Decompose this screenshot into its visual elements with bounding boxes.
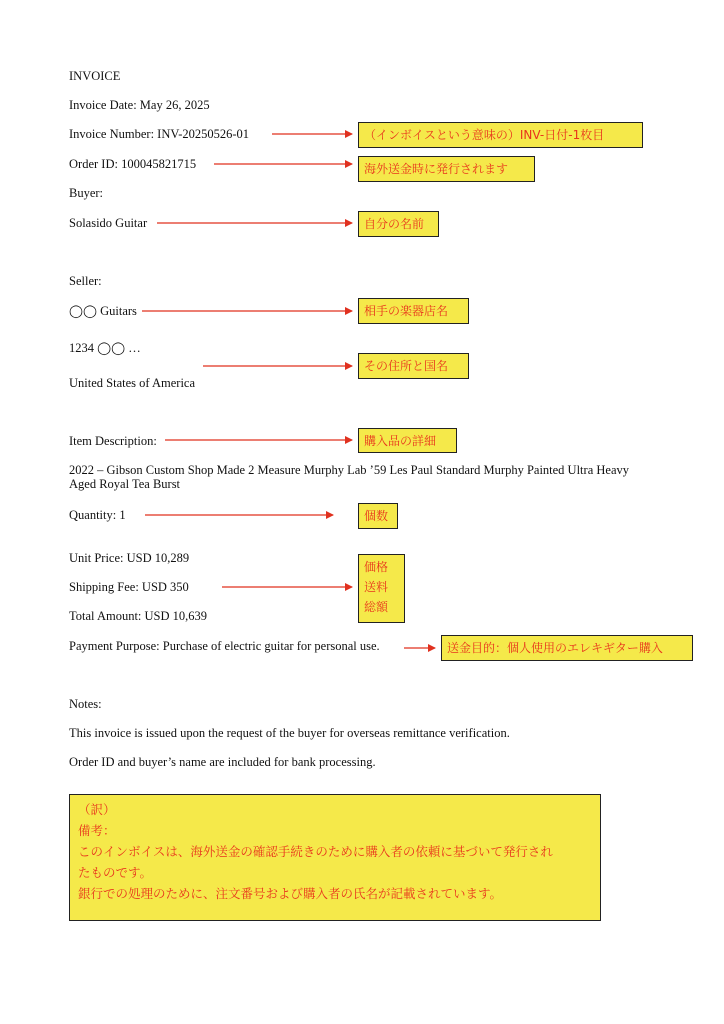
- invoice-number: Invoice Number: INV-20250526-01: [69, 127, 250, 141]
- shipping-fee: Shipping Fee: USD 350: [69, 580, 189, 594]
- notes-label: Notes:: [69, 697, 102, 711]
- annotation-item-description: 購入品の詳細: [358, 428, 457, 453]
- annotation-seller-name: 相手の楽器店名: [358, 298, 469, 324]
- quantity: Quantity: 1: [69, 508, 126, 522]
- item-description-label: Item Description:: [69, 434, 157, 448]
- translation-line: たものです。: [78, 865, 153, 880]
- annotation-price-breakdown: [358, 554, 405, 623]
- buyer-label: Buyer:: [69, 186, 104, 200]
- note-remittance: This invoice is issued upon the request of the buyer for overseas remittance verification.: [69, 726, 510, 740]
- total-amount: Total Amount: USD 10,639: [69, 609, 208, 623]
- order-id: Order ID: 100045821715: [69, 157, 197, 171]
- translation-heading: （訳）: [78, 802, 116, 817]
- annotation-seller-address: その住所と国名: [358, 353, 469, 379]
- payment-purpose: Payment Purpose: Purchase of electric guitar for personal use.: [69, 639, 380, 653]
- annotation-buyer-name: 自分の名前: [358, 211, 439, 237]
- unit-price: Unit Price: USD 10,289: [69, 551, 190, 565]
- seller-label: Seller:: [69, 274, 102, 288]
- seller-name: ◯◯ Guitars: [69, 304, 137, 318]
- invoice-title: INVOICE: [69, 69, 121, 83]
- seller-country: United States of America: [69, 376, 196, 390]
- seller-address: 1234 ◯◯ …: [69, 341, 141, 355]
- translation-line: このインボイスは、海外送金の確認手続きのために購入者の依頼に基づいて発行され: [78, 844, 553, 859]
- note-bank-processing: Order ID and buyer’s name are included for bank processing.: [69, 755, 376, 769]
- annotation-price: 価格: [364, 560, 389, 574]
- annotation-invoice-number: （インボイスという意味の）INV-日付-1枚目: [358, 122, 643, 148]
- annotation-payment-purpose: 送金目的：個人使用のエレキギター購入: [441, 635, 693, 661]
- annotation-total: 総額: [364, 600, 389, 614]
- annotation-quantity: 個数: [358, 503, 398, 529]
- annotation-order-id: 海外送金時に発行されます: [358, 156, 535, 182]
- annotation-shipping: 送料: [364, 580, 389, 594]
- invoice-date: Invoice Date: May 26, 2025: [69, 98, 210, 112]
- translation-box: [69, 794, 601, 921]
- item-description: 2022 – Gibson Custom Shop Made 2 Measure Murphy Lab ’59 Les Paul Standard Murphy Painted Ultra Heavy Aged Royal Tea Burst: [69, 463, 629, 491]
- translation-notes-label: 備考：: [78, 823, 116, 838]
- translation-line: 銀行での処理のために、注文番号および購入者の氏名が記載されています。: [78, 886, 503, 901]
- buyer-name: Solasido Guitar: [69, 216, 148, 230]
